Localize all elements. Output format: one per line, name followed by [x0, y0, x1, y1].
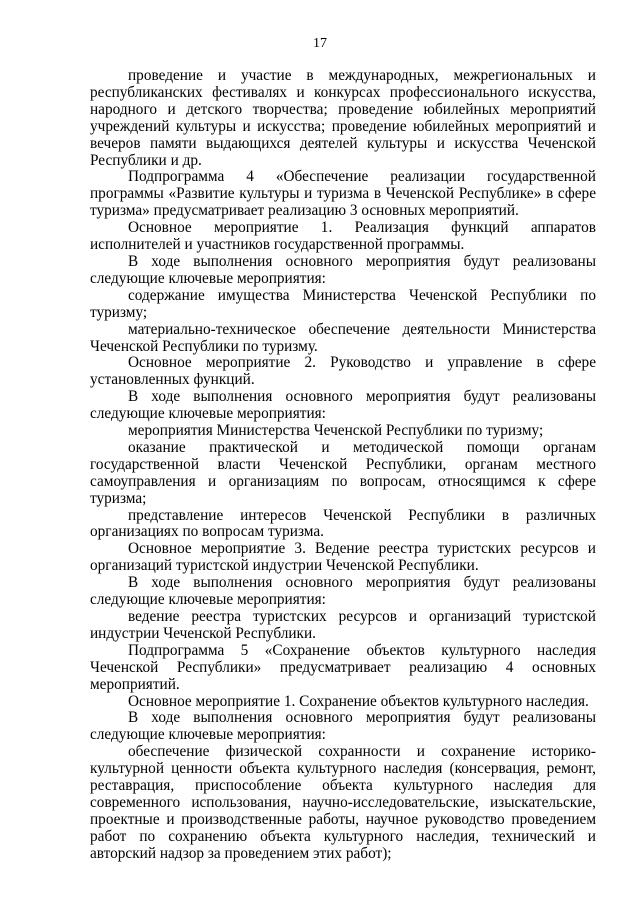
paragraph-representation: представление интересов Чеченской Республики в различных организациях по вопросам туризма.	[90, 506, 596, 541]
paragraph-property-maintenance: содержание имущества Министерства Чеченской Республики по туризму;	[90, 286, 596, 321]
paragraph-logistics-support: материально-техническое обеспечение деятельности Министерства Чеченской Республики по туризму.	[90, 320, 596, 355]
document-body	[90, 68, 596, 863]
paragraph-heritage-activity-1: Основное мероприятие 1. Сохранение объектов культурного наследия.	[128, 692, 589, 710]
paragraph-heritage-preservation: обеспечение физической сохранности и сохранение историко-культурной ценности объекта культурного наследия (консервация, ремонт, реставрация, приспособление объекта культурного наследия для современного использования, научно-исследовательские, изыскательские, проектные и производственные работы, научное руководство проведением работ по сохранению объекта культурного наследия, технический и авторский надзор за проведением этих работ);	[90, 743, 596, 862]
paragraph-main-activity-3: Основное мероприятие 3. Ведение реестра туристских ресурсов и организаций туристской индустрии Чеченской Республики.	[90, 540, 596, 575]
paragraph-registry-maintenance: ведение реестра туристских ресурсов и организаций туристской индустрии Чеченской Республики.	[90, 608, 596, 642]
paragraph-festivals: проведение и участие в международных, межрегиональных и республиканских фестивалях и конкурсах профессионального искусства, народного и детского творчества; проведение юбилейных мероприятий учреждений культуры и искусства; проведение юбилейных мероприятий и вечеров памяти выдающихся деятелей культуры и искусства Чеченской Республики и др.	[90, 67, 596, 169]
paragraph-key-activities-intro: В ходе выполнения основного мероприятия будут реализованы следующие ключевые мероприятия:	[90, 388, 596, 423]
paragraph-subprogram-4: Подпрограмма 4 «Обеспечение реализации государственной программы «Развитие культуры и туризма в Чеченской Республике» в сфере туризма» предусматривает реализацию 3 основных мероприятий.	[90, 168, 596, 220]
page-number: 17	[313, 36, 327, 51]
paragraph-key-activities-intro: В ходе выполнения основного мероприятия будут реализованы следующие ключевые мероприятия:	[90, 709, 596, 744]
paragraph-methodical-assistance: оказание практической и методической помощи органам государственной власти Чеченской Республики, органам местного самоуправления и организациям по вопросам, относящимся к сфере туризма;	[90, 438, 596, 507]
paragraph-ministry-activities: мероприятия Министерства Чеченской Республики по туризму;	[128, 422, 544, 440]
paragraph-key-activities-intro: В ходе выполнения основного мероприятия будут реализованы следующие ключевые мероприятия:	[90, 574, 596, 609]
paragraph-main-activity-2: Основное мероприятие 2. Руководство и управление в сфере установленных функций.	[90, 354, 596, 389]
paragraph-key-activities-intro: В ходе выполнения основного мероприятия будут реализованы следующие ключевые мероприятия:	[90, 252, 596, 287]
paragraph-subprogram-5: Подпрограмма 5 «Сохранение объектов культурного наследия Чеченской Республики» предусматривает реализацию 4 основных мероприятий.	[90, 641, 596, 693]
paragraph-main-activity-1: Основное мероприятие 1. Реализация функций аппаратов исполнителей и участников государственной программы.	[90, 219, 596, 254]
